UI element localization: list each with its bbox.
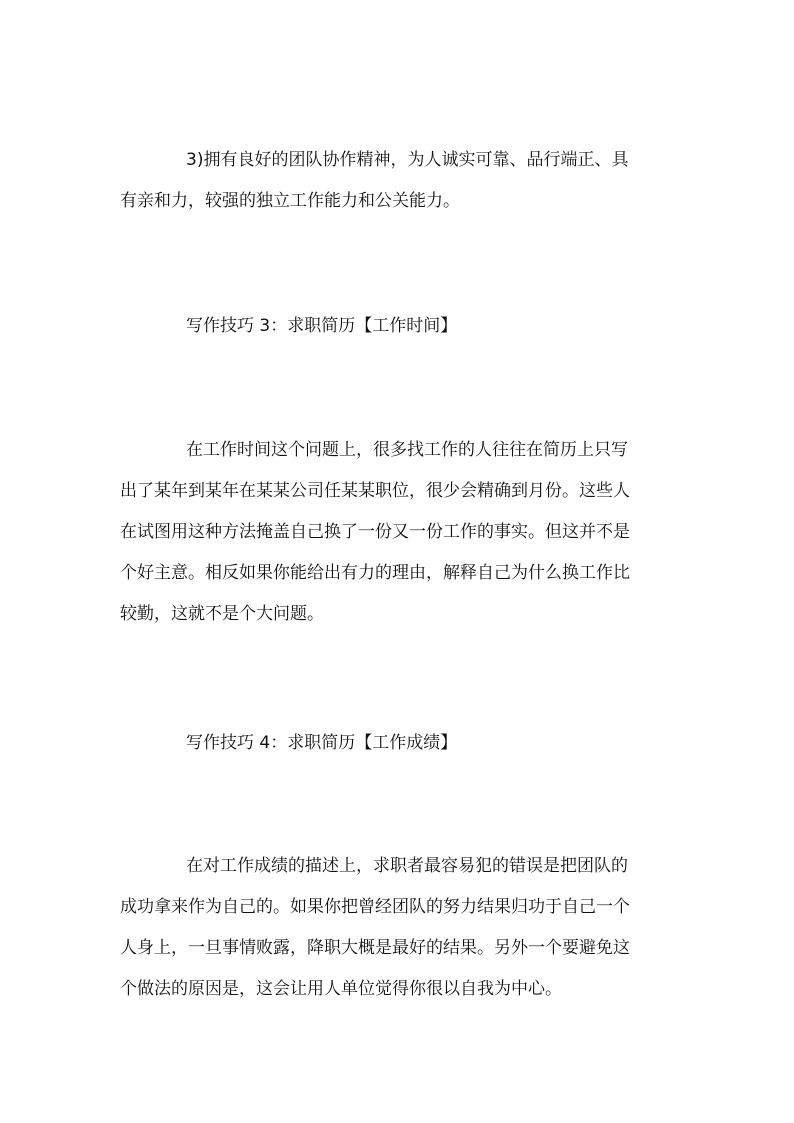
section-heading-work-achievements (120, 723, 676, 764)
paragraph-line: 个做法的原因是，这会让用人单位觉得你很以自我为中心。 (120, 979, 562, 999)
section-heading-work-time (120, 306, 676, 347)
paragraph-line: 有亲和力，较强的独立工作能力和公关能力。 (120, 191, 460, 211)
paragraph-work-time (120, 430, 676, 635)
paragraph-team-spirit (120, 140, 676, 222)
paragraph-line: 出了某年到某年在某某公司任某某职位，很少会精确到月份。这些人 (120, 481, 630, 501)
paragraph-work-achievements (120, 846, 676, 1010)
heading-text: 写作技巧 3：求职简历【工作时间】 (186, 316, 458, 336)
paragraph-line: 在试图用这种方法掩盖自己换了一份又一份工作的事实。但这并不是 (120, 522, 630, 542)
paragraph-line: 在工作时间这个问题上，很多找工作的人往往在简历上只写 (186, 440, 628, 460)
paragraph-line: 人身上，一旦事情败露，降职大概是最好的结果。另外一个要避免这 (120, 938, 630, 958)
paragraph-line: 在对工作成绩的描述上，求职者最容易犯的错误是把团队的 (186, 856, 628, 876)
paragraph-line: 较勤，这就不是个大问题。 (120, 604, 324, 624)
paragraph-line: 个好主意。相反如果你能给出有力的理由，解释自己为什么换工作比 (120, 563, 630, 583)
heading-text: 写作技巧 4：求职简历【工作成绩】 (186, 733, 458, 753)
paragraph-line: 3)拥有良好的团队协作精神，为人诚实可靠、品行端正、具 (186, 150, 629, 170)
paragraph-line: 成功拿来作为自己的。如果你把曾经团队的努力结果归功于自己一个 (120, 897, 630, 917)
